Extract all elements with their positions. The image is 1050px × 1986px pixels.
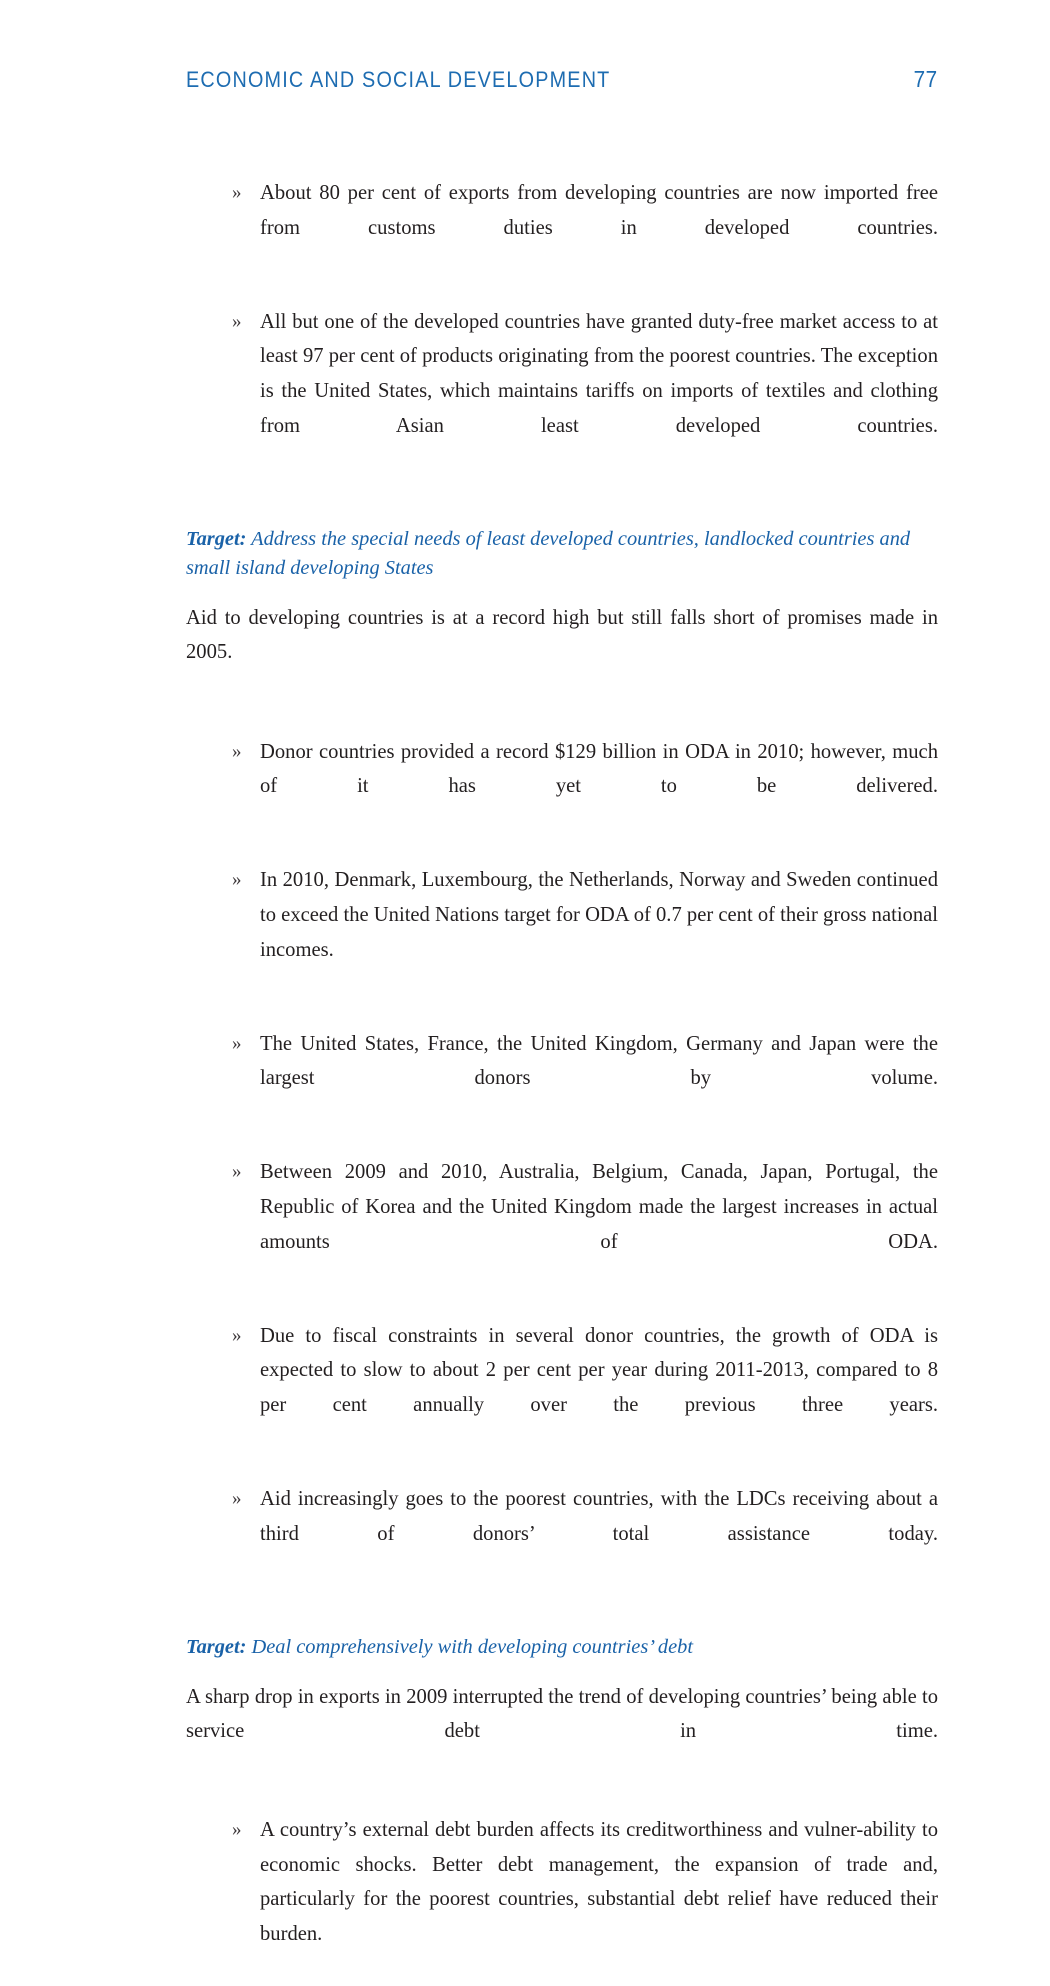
debt-intro-paragraph: A sharp drop in exports in 2009 interrupted the trend of developing countries’ being able to service debt in time. bbox=[186, 1685, 938, 1743]
list-item-text: All but one of the developed countries have granted duty-free market access to at least 97 per cent of products originating from the poorest countries. The exception is the United States, which maintains tariffs on imports of textiles and clothing from Asian least developed countries. bbox=[260, 310, 938, 437]
list-item-text: In 2010, Denmark, Luxembourg, the Netherlands, Norway and Sweden continued to exceed the United Nations target for ODA of 0.7 per cent of their gross national incomes. bbox=[260, 869, 938, 961]
list-item-text: The United States, France, the United Kingdom, Germany and Japan were the largest donors by volume. bbox=[260, 1032, 938, 1090]
spacer bbox=[186, 1783, 938, 1813]
list-item bbox=[186, 1813, 938, 1986]
page-number: 77 bbox=[914, 66, 938, 92]
list-item bbox=[186, 1482, 938, 1586]
trade-bullet-list bbox=[186, 176, 938, 478]
list-item-text: Donor countries provided a record $129 billion in ODA in 2010; however, much of it has yet to be delivered. bbox=[260, 740, 938, 798]
target-text: Deal comprehensively with developing countries’ debt bbox=[246, 1636, 694, 1658]
list-item bbox=[186, 863, 938, 1001]
aid-intro-paragraph: Aid to developing countries is at a record high but still falls short of promises made in 2005. bbox=[186, 606, 938, 664]
spacer bbox=[186, 1586, 938, 1633]
bullet-marker-icon: » bbox=[232, 740, 242, 762]
spacer bbox=[186, 584, 938, 601]
list-item bbox=[186, 1155, 938, 1293]
list-item-text: Due to fiscal constraints in several donor countries, the growth of ODA is expected to slow to about 2 per cent per year during 2011-2013, compared to 8 per cent annually over the previous three years. bbox=[260, 1324, 938, 1417]
running-head bbox=[186, 66, 938, 93]
target-heading-debt bbox=[186, 1633, 938, 1663]
bullet-marker-icon: » bbox=[232, 1819, 242, 1841]
spacer bbox=[186, 478, 938, 525]
target-text: Address the special needs of least developed countries, landlocked countries and small island developing States bbox=[186, 527, 911, 580]
spacer bbox=[186, 1663, 938, 1680]
list-item-text: A country’s external debt burden affects its creditworthiness and vulner-ability to economic shocks. Better debt management, the expansion of trade and, particularly for the poorest countries, substantial debt relief have reduced their burden. bbox=[260, 1819, 938, 1946]
list-item bbox=[186, 176, 938, 280]
list-item-text: Aid increasingly goes to the poorest countries, with the LDCs receiving about a third of donors’ total assistance today. bbox=[260, 1488, 938, 1545]
debt-bullet-list bbox=[186, 1813, 938, 1986]
list-item bbox=[186, 1027, 938, 1131]
bullet-marker-icon: » bbox=[232, 1488, 242, 1510]
list-item-text: About 80 per cent of exports from developing countries are now imported free from customs duties in developed countries. bbox=[260, 182, 938, 239]
list-item bbox=[186, 1319, 938, 1457]
bullet-marker-icon: » bbox=[232, 182, 242, 203]
target-label: Target: bbox=[186, 527, 247, 550]
bullet-marker-icon: » bbox=[232, 1032, 242, 1054]
target-heading-ldc bbox=[186, 525, 938, 584]
list-item bbox=[186, 735, 938, 839]
list-item-text: Between 2009 and 2010, Australia, Belgium, Canada, Japan, Portugal, the Republic of Korea and the United Kingdom made the largest increases in actual amounts of ODA. bbox=[260, 1161, 938, 1253]
bullet-marker-icon: » bbox=[232, 869, 242, 891]
target-label: Target: bbox=[186, 1636, 247, 1658]
list-item bbox=[186, 305, 938, 478]
aid-bullet-list bbox=[186, 735, 938, 1586]
spacer bbox=[186, 705, 938, 735]
bullet-marker-icon: » bbox=[232, 1161, 242, 1183]
page-title: ECONOMIC AND SOCIAL DEVELOPMENT bbox=[186, 67, 611, 92]
bullet-marker-icon: » bbox=[232, 310, 242, 332]
bullet-marker-icon: » bbox=[232, 1324, 242, 1346]
page-content bbox=[186, 176, 938, 1986]
